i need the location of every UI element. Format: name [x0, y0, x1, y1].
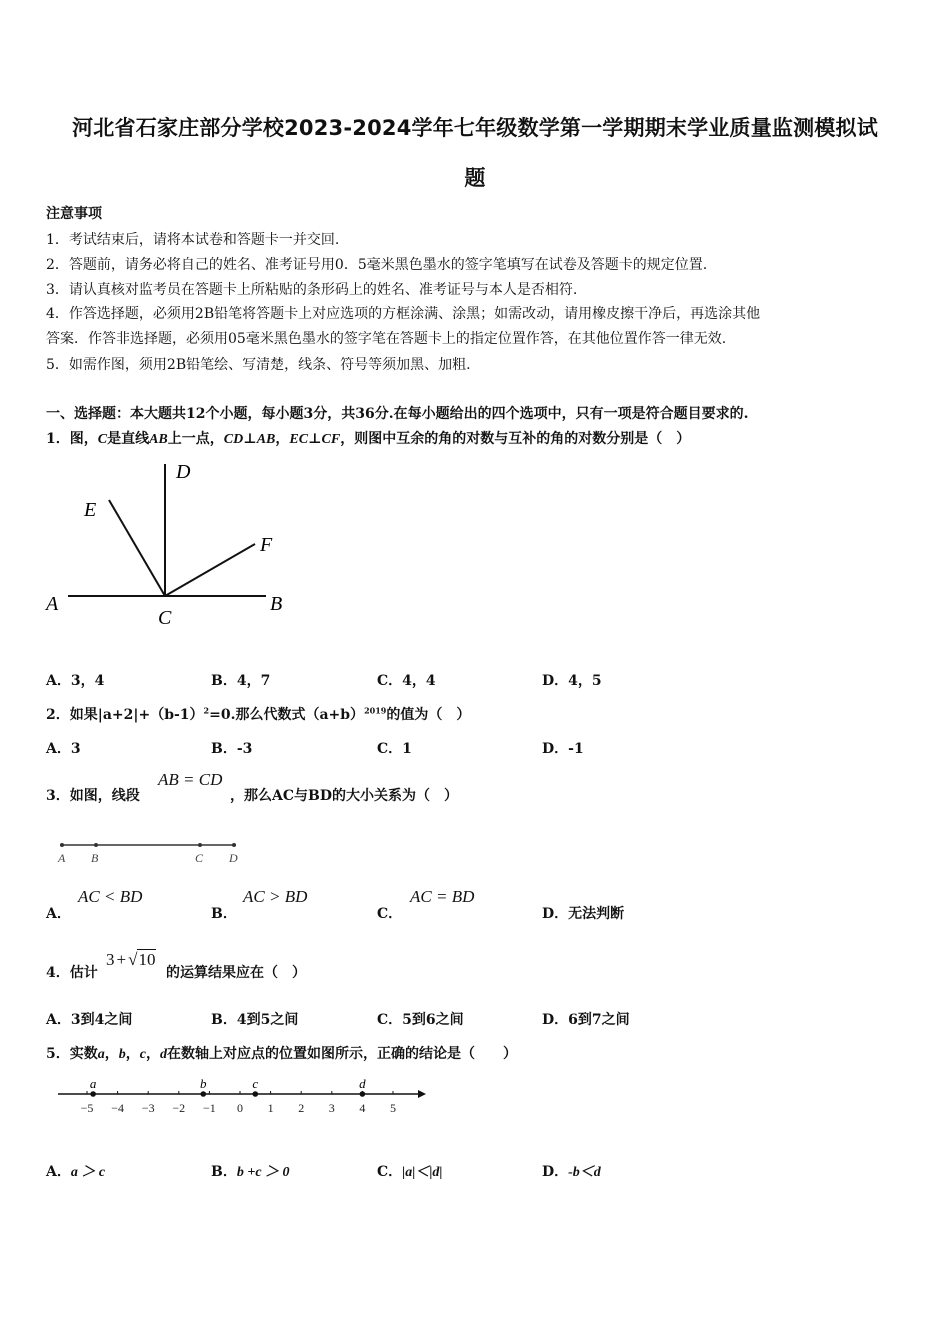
exam-title-line1: 河北省石家庄部分学校2023-2024学年七年级数学第一学期期末学业质量监测模拟试 [72, 116, 878, 140]
q5-point-label-a: a [89, 1076, 97, 1091]
q1-label-e: E [84, 499, 97, 521]
notice-item-3: 3．请认真核对监考员在答题卡上所粘贴的条形码上的姓名、准考证号与本人是否相符. [46, 282, 578, 298]
q1-option-a[interactable]: A．3，4 [46, 673, 105, 689]
q3-label-d: D [229, 851, 238, 865]
q3-equation: AB = CD [158, 770, 223, 789]
q3-option-b[interactable]: B． [211, 906, 237, 922]
q3-stem-end: ，那么AC与BD的大小关系为（ ） [230, 788, 458, 804]
notice-heading: 注意事项 [46, 206, 102, 222]
q5-tick-label: 3 [328, 1101, 335, 1115]
q4-expression: 3 + √10 [106, 950, 156, 969]
q3-stem-start: 3．如图，线段 [46, 788, 140, 804]
q2-option-c[interactable]: C．1 [377, 741, 412, 757]
q1-stem: 1．图，C是直线AB上一点，CD⊥AB，EC⊥CF，则图中互余的角的对数与互补的角的对数分别是（ ） [46, 431, 691, 447]
q1-label-d: D [176, 461, 191, 483]
notice-item-4: 4．作答选择题，必须用2B铅笔将答题卡上对应选项的方框涂满、涂黑；如需改动，请用橡皮擦干净后，再选涂其他 [46, 306, 761, 322]
q5-point-label-d: d [359, 1076, 366, 1091]
sqrt-icon: √ [128, 950, 138, 969]
q2-option-d[interactable]: D．-1 [542, 741, 584, 757]
notice-item-1: 1．考试结束后，请将本试卷和答题卡一并交回. [46, 232, 340, 248]
q3-option-d[interactable]: D．无法判断 [542, 906, 625, 922]
q3-option-b-expr: AC > BD [243, 887, 308, 906]
q5-tick-label: 5 [390, 1101, 396, 1115]
q5-tick-label: 2 [298, 1101, 305, 1115]
q5-tick-label: −1 [203, 1101, 216, 1115]
q5-tick-label: 1 [267, 1101, 274, 1115]
q5-stem: 5．实数a，b，c，d在数轴上对应点的位置如图所示，正确的结论是（ ） [46, 1046, 517, 1062]
q3-option-c[interactable]: C． [377, 906, 403, 922]
q2-stem: 2．如果$|a+2|+(b-1)^2=0$.那么代数式$(a+b)^{2019}$的值为（ ） [46, 705, 471, 723]
q3-option-c-expr: AC = BD [410, 887, 475, 906]
q5-axis-arrow-icon [418, 1090, 426, 1098]
q1-label-a: A [46, 593, 59, 615]
q3-label-b: B [91, 851, 99, 865]
section1-heading: 一、选择题：本大题共12个小题，每小题3分，共36分.在每小题给出的四个选项中，只有一项是符合题目要求的. [46, 406, 749, 422]
notice-item-2: 2．答题前，请务必将自己的姓名、准考证号用0．5毫米黑色墨水的签字笔填写在试卷及答题卡的规定位置. [46, 257, 708, 273]
q2-option-a[interactable]: A．3 [46, 741, 81, 757]
q3-option-a-expr: AC < BD [78, 887, 143, 906]
q5-option-c[interactable]: C．|a|＜|d| [377, 1164, 443, 1180]
q5-point-label-c: c [252, 1076, 259, 1091]
q4-stem-end: 的运算结果应在（ ） [166, 965, 306, 981]
q5-tick-label: −2 [172, 1101, 186, 1115]
q4-option-b[interactable]: B．4到5之间 [211, 1012, 299, 1028]
q5-tick-label: −5 [80, 1101, 94, 1115]
q1-label-b: B [270, 593, 283, 615]
q2-option-b[interactable]: B．-3 [211, 741, 253, 757]
q4-option-c[interactable]: C．5到6之间 [377, 1012, 464, 1028]
q1-option-d[interactable]: D．4，5 [542, 673, 602, 689]
q5-option-a[interactable]: A．a ＞ c [46, 1164, 106, 1180]
q5-tick-label: 4 [359, 1101, 366, 1115]
q4-option-d[interactable]: D．6到7之间 [542, 1012, 630, 1028]
q5-option-b[interactable]: B．b +c ＞ 0 [211, 1164, 290, 1180]
q3-option-a[interactable]: A． [46, 906, 71, 922]
q4-stem-start: 4．估计 [46, 965, 98, 981]
q1-option-c[interactable]: C．4，4 [377, 673, 436, 689]
q5-tick-label: −4 [111, 1101, 124, 1115]
notice-item-4-cont: 答案．作答非选择题，必须用05毫米黑色墨水的签字笔在答题卡上的指定位置作答，在其他位置作答一律无效. [46, 331, 727, 347]
q5-tick-label: −3 [141, 1101, 155, 1115]
q3-label-a: A [58, 851, 66, 865]
q5-point-d [360, 1091, 366, 1097]
notice-item-5: 5．如需作图，须用2B铅笔绘、写清楚，线条、符号等须加黑、加粗. [46, 357, 471, 373]
exam-title-line2: 题 [464, 166, 486, 190]
q5-point-label-b: b [200, 1076, 207, 1091]
q5-point-c [253, 1091, 259, 1097]
q1-label-c: C [158, 607, 172, 629]
q3-label-c: C [195, 851, 204, 865]
q4-option-a[interactable]: A．3到4之间 [46, 1012, 133, 1028]
q1-label-f: F [260, 534, 273, 556]
q5-tick-label: 0 [237, 1101, 243, 1115]
q5-option-d[interactable]: D．-b＜d [542, 1164, 601, 1180]
q1-option-b[interactable]: B．4，7 [211, 673, 271, 689]
q5-point-b [200, 1091, 206, 1097]
q5-point-a [90, 1091, 96, 1097]
